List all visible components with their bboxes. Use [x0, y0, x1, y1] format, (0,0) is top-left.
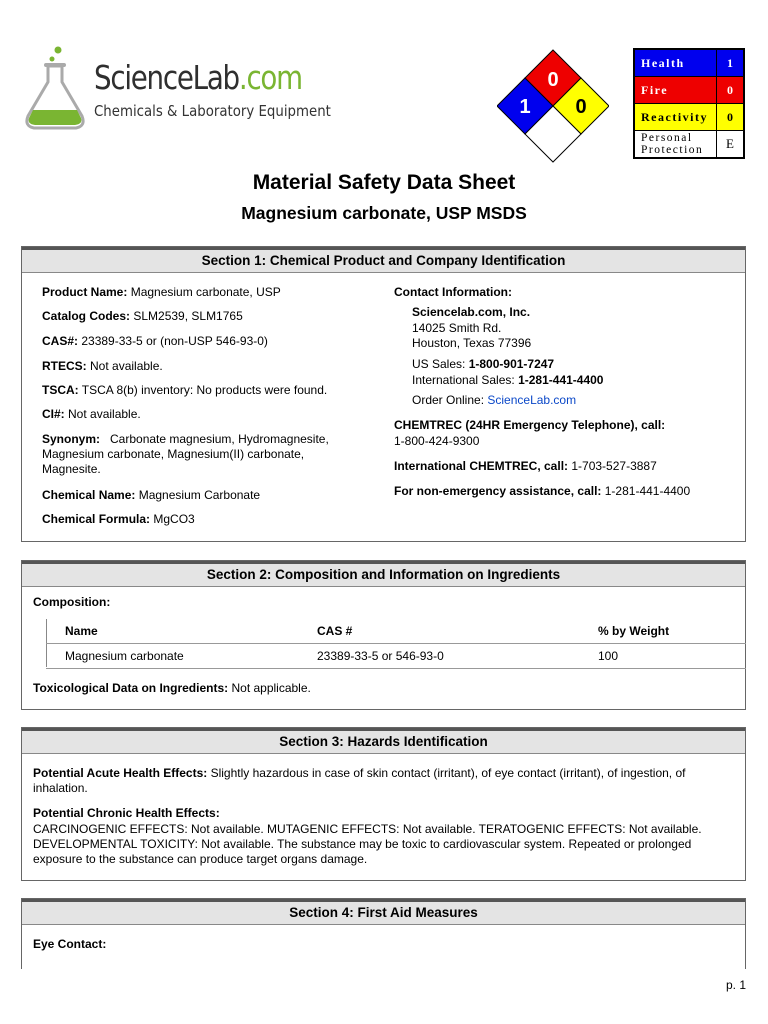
- page-number: p. 1: [725, 978, 746, 992]
- non-emergency-assistance: For non-emergency assistance, call: 1-281-441-4400: [394, 484, 691, 498]
- table-cell-weight: 100: [598, 649, 619, 663]
- logo-tagline: Chemicals & Laboratory Equipment: [94, 102, 331, 120]
- section-3-heading: Section 3: Hazards Identification: [22, 728, 745, 754]
- chronic-health-effects-label: Potential Chronic Health Effects:: [33, 806, 220, 820]
- chemtrec-phone: 1-800-424-9300: [394, 434, 480, 448]
- nfpa-health-value: 1: [519, 96, 531, 118]
- international-chemtrec: International CHEMTREC, call: 1-703-527-3887: [394, 459, 657, 473]
- acute-health-effects: Potential Acute Health Effects: Slightly hazardous in case of skin contact (irritant), of eye contact (irritant), of ingestion, of inhalation.: [33, 766, 686, 795]
- hazard-value: 1: [717, 49, 745, 77]
- ci-number: CI#: Not available.: [42, 407, 141, 421]
- company-name: Sciencelab.com, Inc.: [412, 305, 531, 319]
- rtecs: RTECS: Not available.: [42, 359, 163, 373]
- composition-label: Composition:: [33, 595, 111, 609]
- synonym: Synonym: Carbonate magnesium, Hydromagnesite, Magnesium carbonate, Magnesium(II) carbonate, Magnesite.: [42, 432, 333, 476]
- address-line-1: 14025 Smith Rd.: [412, 321, 502, 335]
- product-name: Product Name: Magnesium carbonate, USP: [42, 285, 281, 299]
- section-2-heading: Section 2: Composition and Information on Ingredients: [22, 561, 745, 587]
- section-4-heading: Section 4: First Aid Measures: [22, 899, 745, 925]
- column-header-cas: CAS #: [317, 624, 353, 638]
- column-header-weight: % by Weight: [598, 624, 670, 638]
- composition-table-header: [46, 619, 746, 643]
- hazard-label: Reactivity: [634, 104, 717, 131]
- composition-table: [46, 619, 746, 669]
- sciencelab-logo: [18, 44, 331, 134]
- hazard-label: Health: [634, 49, 717, 77]
- hazard-value: E: [717, 131, 745, 159]
- international-sales: International Sales: 1-281-441-4400: [412, 373, 604, 387]
- hazard-label: Personal Protection: [634, 131, 717, 159]
- chemical-formula: Chemical Formula: MgCO3: [42, 512, 195, 526]
- flask-icon: [18, 44, 98, 134]
- toxicological-data: Toxicological Data on Ingredients: Not applicable.: [33, 681, 311, 695]
- hazard-row-personal-protection: [634, 131, 744, 159]
- catalog-codes: Catalog Codes: SLM2539, SLM1765: [42, 309, 243, 323]
- order-online: Order Online: ScienceLab.com: [412, 393, 577, 407]
- hazard-value: 0: [717, 77, 745, 104]
- hazard-row-reactivity: [634, 104, 744, 131]
- address-line-2: Houston, Texas 77396: [412, 336, 532, 350]
- us-sales: US Sales: 1-800-901-7247: [412, 357, 555, 371]
- nfpa-fire-value: 0: [547, 69, 559, 91]
- hazard-row-fire: [634, 77, 744, 104]
- nfpa-reactivity-value: 0: [575, 96, 587, 118]
- section-4: [21, 898, 746, 969]
- hazard-row-health: [634, 49, 744, 77]
- section-1: [21, 246, 746, 542]
- section-2: [21, 560, 746, 710]
- contact-information-label: Contact Information:: [394, 285, 512, 299]
- chemtrec-label: CHEMTREC (24HR Emergency Telephone), call:: [394, 418, 666, 432]
- section-3: [21, 727, 746, 881]
- table-row: [46, 643, 746, 669]
- hazard-value: 0: [717, 104, 745, 131]
- tsca: TSCA: TSCA 8(b) inventory: No products were found.: [42, 383, 328, 397]
- hazard-label: Fire: [634, 77, 717, 104]
- chemical-name: Chemical Name: Magnesium Carbonate: [42, 488, 261, 502]
- page-subtitle: Magnesium carbonate, USP MSDS: [241, 203, 527, 223]
- order-online-link[interactable]: ScienceLab.com: [487, 393, 577, 407]
- column-header-name: Name: [65, 624, 98, 638]
- table-cell-name: Magnesium carbonate: [65, 649, 184, 663]
- cas-number: CAS#: 23389-33-5 or (non-USP 546-93-0): [42, 334, 268, 348]
- hazard-rating-table: [633, 48, 745, 159]
- page-title: Material Safety Data Sheet: [252, 171, 516, 194]
- logo-wordmark: ScienceLab.com: [94, 58, 302, 97]
- table-cell-cas: 23389-33-5 or 546-93-0: [317, 649, 444, 663]
- eye-contact-label: Eye Contact:: [33, 937, 107, 951]
- nfpa-diamond: [497, 48, 609, 164]
- chronic-health-effects: CARCINOGENIC EFFECTS: Not available. MUTAGENIC EFFECTS: Not available. TERATOGENIC EFFECTS: Not available. DEVELOPMENTAL TOXICITY: Not available. The substance may be toxic to cardiovascular system. Repeated or prolonged exposure to the substance can produce target organs damage.: [33, 822, 702, 866]
- section-1-heading: Section 1: Chemical Product and Company Identification: [22, 247, 745, 273]
